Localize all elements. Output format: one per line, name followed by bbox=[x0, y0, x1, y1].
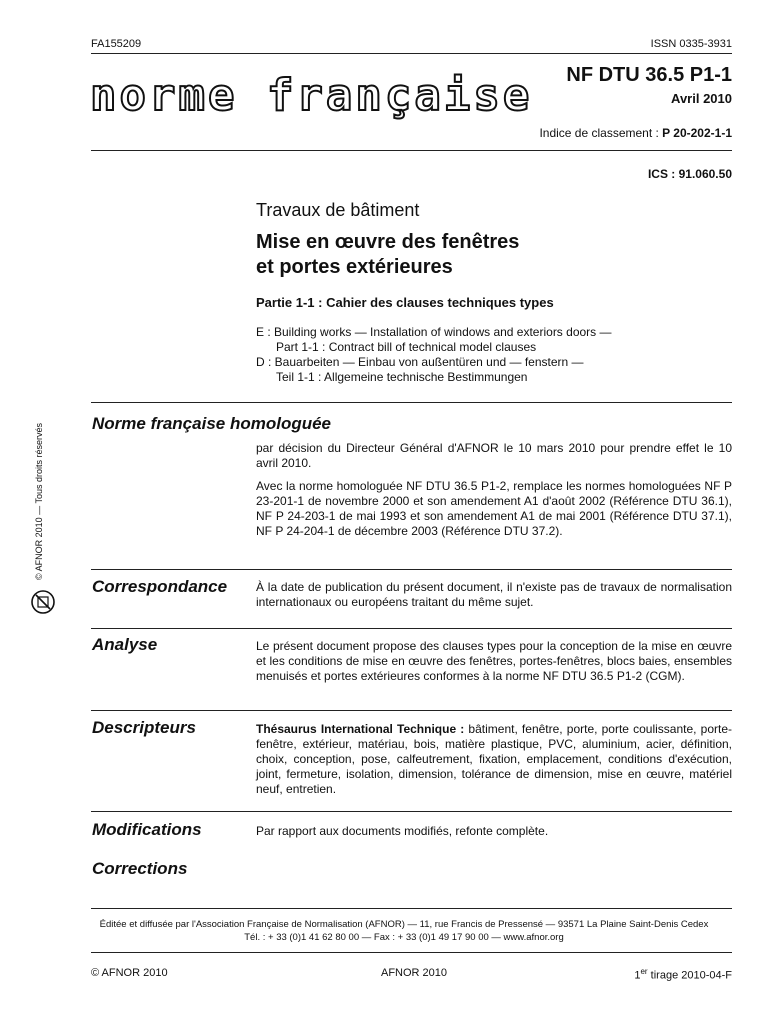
publisher-info bbox=[40, 918, 768, 944]
translation-de-line-1: D : Bauarbeiten — Einbau von außentüren und — fenstern — bbox=[256, 355, 584, 369]
section-label-homologuee: Norme française homologuée bbox=[92, 414, 332, 433]
footer-center: AFNOR 2010 bbox=[381, 967, 448, 979]
section-body-homologuee bbox=[256, 441, 732, 547]
section-divider bbox=[91, 811, 732, 812]
section-label-corrections: Corrections bbox=[92, 859, 188, 878]
section-label-modifications: Modifications bbox=[92, 820, 202, 839]
issn-number: ISSN 0335-3931 bbox=[650, 38, 732, 50]
thesaurus-label: Thésaurus International Technique : bbox=[256, 722, 469, 736]
footer-bottom-divider bbox=[91, 952, 732, 953]
ics-code: ICS : 91.060.50 bbox=[647, 167, 732, 181]
footer-tirage bbox=[634, 967, 732, 982]
title-line-1: Mise en œuvre des fenêtres bbox=[256, 231, 520, 253]
side-rights-text: © AFNOR 2010 — Tous droits réservés bbox=[34, 422, 44, 580]
tirage-text: tirage 2010-04-F bbox=[647, 969, 732, 982]
section-body-analyse: Le présent document propose des clauses types pour la conception de la mise en œuvre et les conditions de mise en œuvre des fenêtres, portes-fenêtres, blocs baies, ensembles menuisés et portes extérieures conformes à la norme NF DTU 36.5 P1-2 (CGM). bbox=[256, 639, 732, 683]
document-domain: Travaux de bâtiment bbox=[256, 200, 420, 220]
section-divider bbox=[91, 402, 732, 403]
tirage-number: 1 bbox=[634, 969, 641, 982]
tirage-superscript: er bbox=[640, 967, 648, 976]
section-label-analyse: Analyse bbox=[92, 635, 158, 654]
classification-value: P 20-202-1-1 bbox=[662, 126, 732, 140]
document-reference: FA155209 bbox=[91, 38, 142, 50]
translation-de-line-2: Teil 1-1 : Allgemeine technische Bestimmungen bbox=[276, 370, 528, 384]
header-divider bbox=[91, 53, 732, 54]
document-subtitle: Partie 1-1 : Cahier des clauses techniques types bbox=[256, 295, 554, 310]
homologuee-replaces: Avec la norme homologuée NF DTU 36.5 P1-2, remplace les normes homologuées NF P 23-201-1 de novembre 2000 et son amendement A1 d'août 2002 (Référence DTU 36.1), NF P 24-203-1 de mai 1993 et son amendement A1 de mai 2001 (Référence DTU 37.1), NF P 24-204-1 de décembre 2003 (Référence DTU 37.2). bbox=[256, 479, 732, 538]
brand-logo-text: norme française bbox=[90, 70, 533, 121]
document-title bbox=[256, 230, 716, 280]
section-divider bbox=[91, 710, 732, 711]
translation-en-line-2: Part 1-1 : Contract bill of technical model clauses bbox=[276, 340, 537, 354]
classification-label: Indice de classement : bbox=[539, 126, 663, 140]
translation-en-line-1: E : Building works — Installation of windows and exteriors doors — bbox=[256, 325, 612, 339]
section-label-correspondance: Correspondance bbox=[92, 577, 228, 596]
footer-divider bbox=[91, 908, 732, 909]
section-divider bbox=[91, 628, 732, 629]
footer-copyright: © AFNOR 2010 bbox=[91, 967, 168, 979]
section-body-descripteurs bbox=[256, 722, 732, 797]
section-body-correspondance: À la date de publication du présent document, il n'existe pas de travaux de normalisation internationaux ou européens traitant du même sujet. bbox=[256, 580, 732, 609]
title-line-2: et portes extérieures bbox=[256, 256, 453, 278]
descriptor-list: bâtiment, fenêtre, porte, porte coulissante, porte-fenêtre, extérieur, matériau, bois, matière plastique, PVC, aluminium, acier, définition, choix, conception, pose, calfeutrement, fixation, emplacement, conditions d'exécution, joint, fermeture, isolation, dimension, tolérance de dimension, mise en œuvre, matériel neuf, entretien. bbox=[256, 722, 732, 796]
translations bbox=[256, 325, 612, 385]
homologuee-decision: par décision du Directeur Général d'AFNOR le 10 mars 2010 pour prendre effet le 10 avril 2010. bbox=[256, 441, 732, 470]
standard-date: Avril 2010 bbox=[671, 91, 732, 106]
standard-code: NF DTU 36.5 P1-1 bbox=[566, 64, 732, 86]
publisher-address: Éditée et diffusée par l'Association Française de Normalisation (AFNOR) — 11, rue Francis de Pressensé — 93571 La Plaine Saint-Denis Cedex bbox=[99, 919, 709, 930]
brand-divider bbox=[91, 150, 732, 151]
classification-index bbox=[539, 126, 732, 140]
side-copyright-block bbox=[22, 405, 62, 645]
no-photocopy-icon bbox=[30, 589, 56, 615]
section-divider bbox=[91, 569, 732, 570]
section-body-modifications: Par rapport aux documents modifiés, refonte complète. bbox=[256, 824, 549, 838]
section-label-descripteurs: Descripteurs bbox=[92, 718, 196, 737]
publisher-contact: Tél. : + 33 (0)1 41 62 80 00 — Fax : + 33 (0)1 49 17 90 00 — www.afnor.org bbox=[244, 932, 564, 943]
